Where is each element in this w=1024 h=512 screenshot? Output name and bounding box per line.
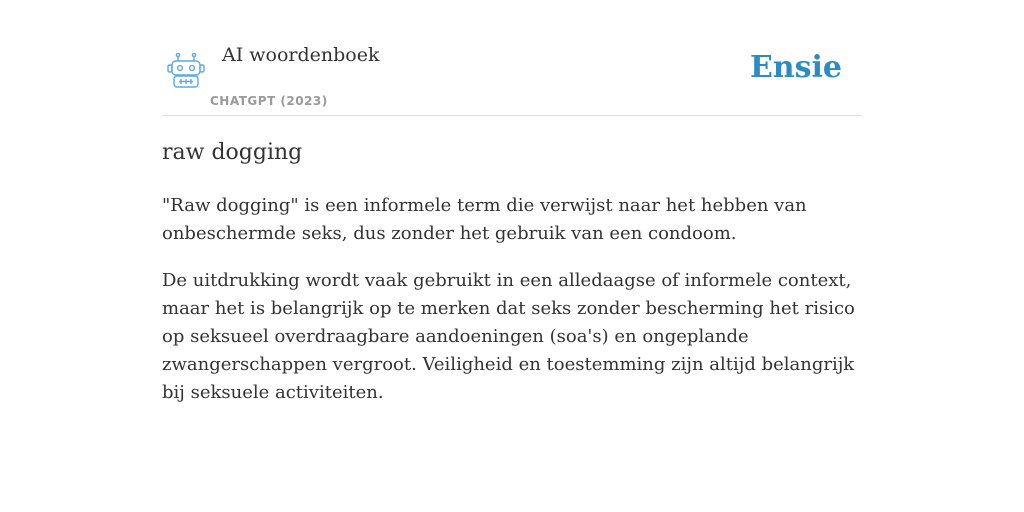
- entry-definition: [162, 192, 862, 426]
- entry-card: [162, 0, 862, 403]
- definition-paragraph: De uitdrukking wordt vaak gebruikt in een alledaagse of informele context, maar het is belangrijk op te merken dat seks zonder bescherming het risico op seksueel overdraagbare aandoeningen (soa's) en ongeplande zwangerschappen vergroot. Veiligheid en toestemming zijn altijd belangrijk bij seksuele activiteiten.: [162, 270, 855, 403]
- definition-paragraph: "Raw dogging" is een informele term die verwijst naar het hebben van onbeschermde seks, dus zonder het gebruik van een condoom.: [162, 195, 807, 244]
- dictionary-name[interactable]: AI woordenboek: [222, 44, 380, 66]
- entry-term: raw dogging: [162, 140, 303, 165]
- robot-icon: [166, 52, 206, 90]
- brand-logo[interactable]: Ensie: [749, 50, 842, 85]
- entry-header: [162, 0, 862, 116]
- source-label: CHATGPT (2023): [210, 94, 328, 108]
